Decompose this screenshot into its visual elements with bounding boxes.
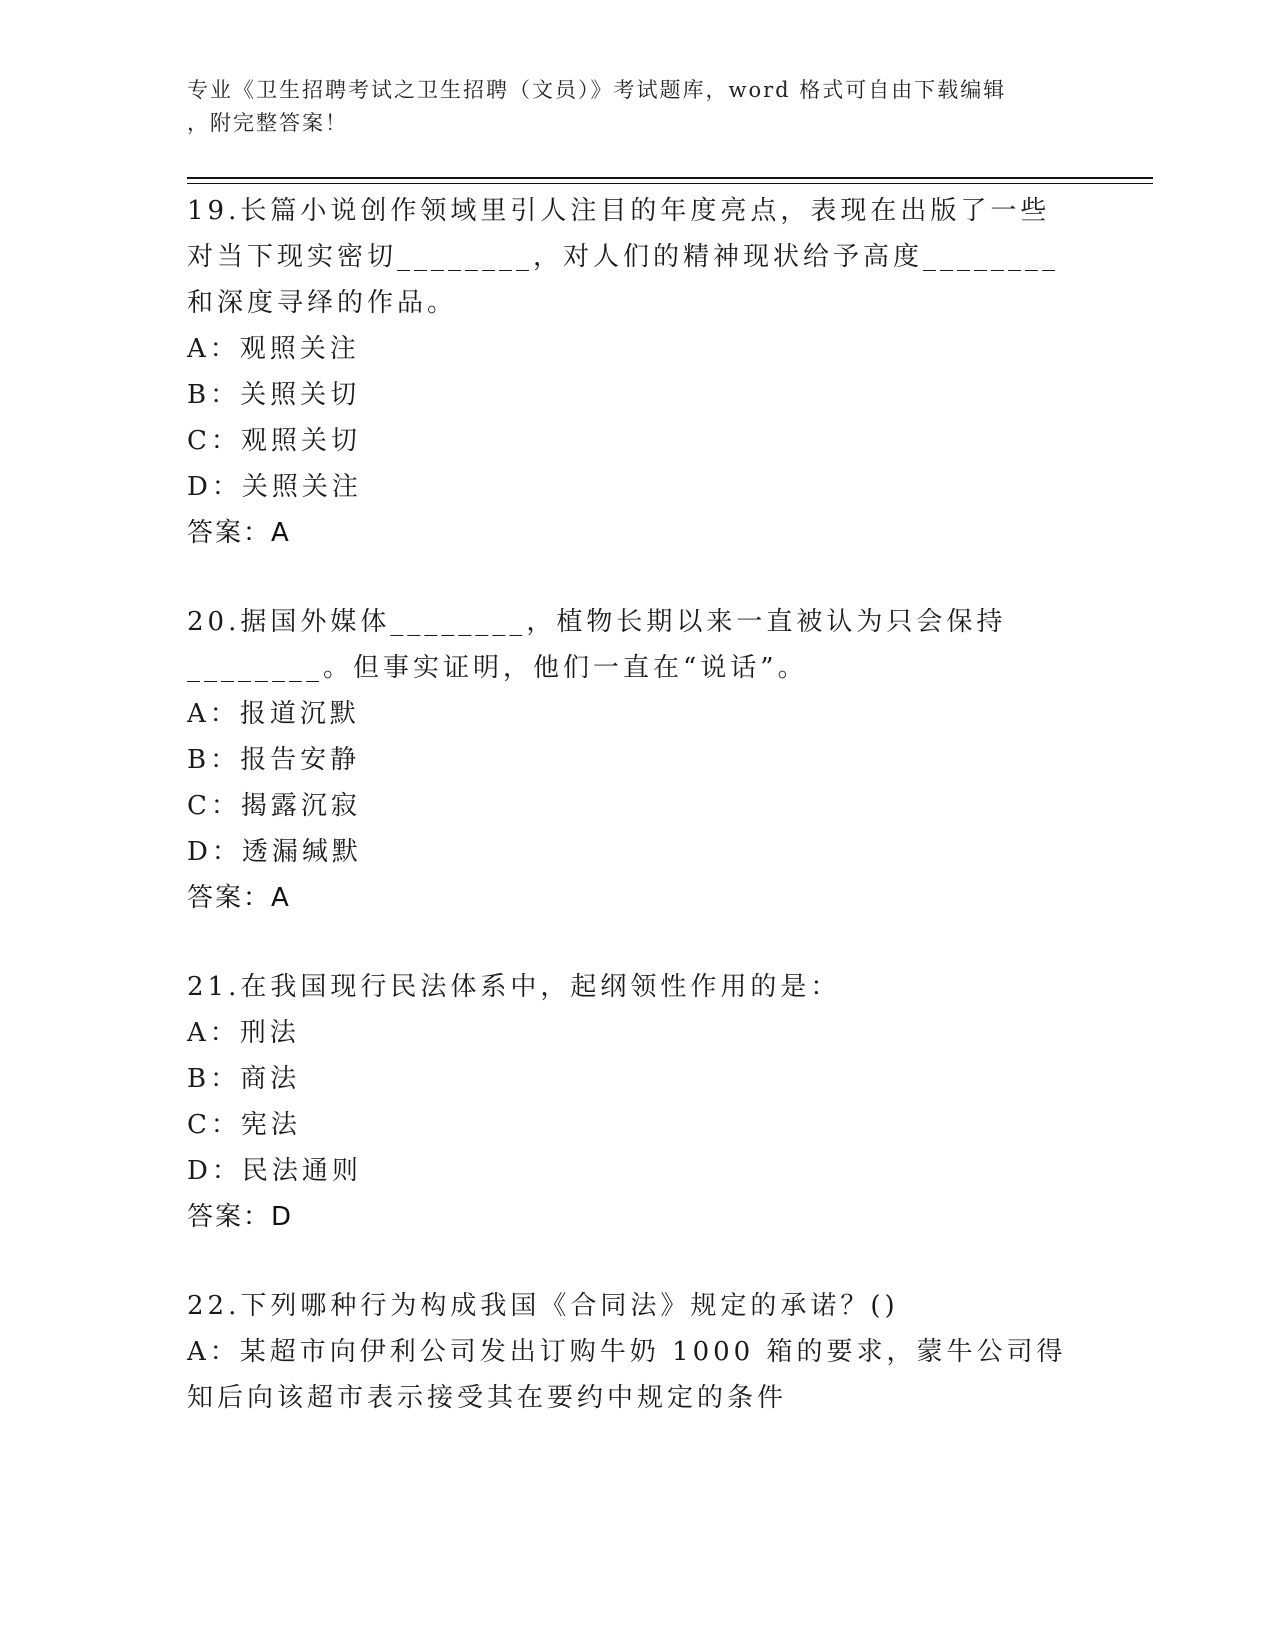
header-divider-thick	[187, 177, 1153, 179]
option-c: C：揭露沉寂	[187, 791, 361, 821]
option-a: A：某超市向伊利公司发出订购牛奶 1000 箱的要求，蒙牛公司得知后向该超市表示接受其在要约中规定的条件	[187, 1337, 1067, 1413]
header-line-2: ，附完整答案！	[187, 111, 348, 135]
option-c: C：观照关切	[187, 426, 361, 456]
question-22	[187, 1283, 1087, 1421]
question-stem: 21.在我国现行民法体系中，起纲领性作用的是：	[187, 972, 841, 1002]
header-line-1: 专业《卫生招聘考试之卫生招聘（文员）》考试题库，word 格式可自由下载编辑	[187, 78, 1007, 102]
question-list	[187, 188, 1087, 1464]
answer-label: 答案：D	[187, 1202, 294, 1232]
option-a: A：刑法	[187, 1018, 300, 1048]
option-b: B：关照关切	[187, 380, 361, 410]
question-21	[187, 964, 1087, 1240]
answer-label: 答案：A	[187, 518, 291, 548]
question-stem: 22.下列哪种行为构成我国《合同法》规定的承诺？()	[187, 1291, 899, 1321]
question-stem: 19.长篇小说创作领域里引人注目的年度亮点，表现在出版了一些对当下现实密切________，对人们的精神现状给予高度________和深度寻绎的作品。	[187, 196, 1060, 318]
answer-label: 答案：A	[187, 883, 291, 913]
option-b: B：商法	[187, 1064, 301, 1094]
option-c: C：宪法	[187, 1110, 301, 1140]
option-a: A：观照关注	[187, 334, 360, 364]
option-d: D：透漏缄默	[187, 837, 362, 867]
question-19	[187, 188, 1087, 556]
question-20	[187, 599, 1087, 921]
option-d: D：关照关注	[187, 472, 362, 502]
question-stem: 20.据国外媒体________，植物长期以来一直被认为只会保持________。但事实证明，他们一直在“说话”。	[187, 607, 1007, 683]
header-divider-thin	[187, 183, 1153, 184]
option-d: D：民法通则	[187, 1156, 362, 1186]
document-header	[187, 74, 1067, 140]
option-b: B：报告安静	[187, 745, 361, 775]
option-a: A：报道沉默	[187, 699, 360, 729]
